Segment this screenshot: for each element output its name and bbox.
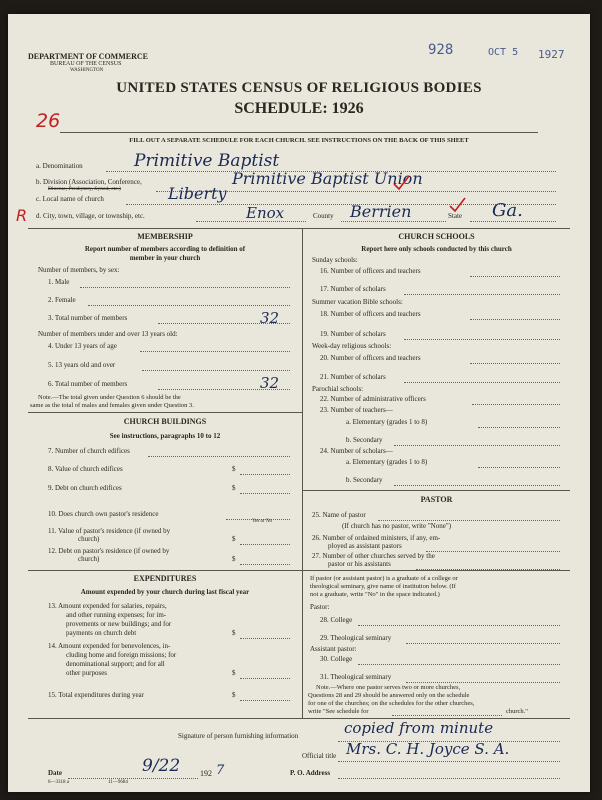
q14-dollar: $ [232, 669, 236, 677]
age-heading: Number of members under and over 13 years old: [38, 330, 178, 338]
city-town-value: Enox [246, 204, 285, 222]
yes-no-hint: Yes or No [252, 519, 273, 524]
q18-line [470, 319, 560, 320]
q15-line [240, 700, 290, 701]
q23-label: 23. Number of teachers— [320, 406, 393, 414]
q17-label: 17. Number of scholars [320, 285, 386, 293]
q12-dollar: $ [232, 555, 236, 563]
q22-label: 22. Number of administrative officers [320, 395, 426, 403]
q18-label: 18. Number of officers and teachers [320, 310, 421, 318]
q19-label: 19. Number of scholars [320, 330, 386, 338]
q28-label: 28. College [320, 616, 353, 624]
pastor-rule [303, 490, 570, 491]
local-name-value: Liberty [168, 184, 227, 203]
q28-line [358, 625, 560, 626]
q31-line [406, 682, 560, 683]
schools-intro: Report here only schools conducted by this church [361, 245, 512, 253]
q11-dollar: $ [232, 535, 236, 543]
expenditures-intro: Amount expended by your church during last fiscal year [80, 588, 250, 596]
q23a-label: a. Elementary (grades 1 to 8) [346, 418, 428, 426]
q27-label-1: 27. Number of other churches served by the [312, 552, 435, 560]
county-label: County [313, 212, 334, 220]
pastor-note-3: for one of the churches; on the schedules for the other churches, [308, 700, 475, 707]
membership-note-1: Note.—The total given under Question 6 should be the [38, 394, 181, 401]
q23b-label: b. Secondary [346, 436, 383, 444]
graduate-note-2: theological seminary, give name of institution below. (If [310, 583, 456, 590]
membership-note-2: same as the total of males and females given under Question 3. [30, 402, 194, 409]
division-label-2: Diocese, Presbytery, Synod, etc.) [48, 186, 121, 192]
q11-label-2: church) [78, 535, 100, 543]
assistant-subhead: Assistant pastor: [310, 645, 357, 653]
sunday-schools-label: Sunday schools: [312, 256, 358, 264]
q12-label-2: church) [78, 555, 100, 563]
buildings-rule [28, 412, 302, 413]
q19-line [404, 339, 560, 340]
q13-label-2: and other running expenses; for im- [66, 611, 167, 619]
q30-line [358, 664, 560, 665]
census-schedule-sheet [8, 14, 590, 792]
print-number: 11—9684 [108, 780, 128, 785]
form-subtitle: SCHEDULE: 1926 [234, 100, 364, 117]
county-value: Berrien [350, 202, 412, 221]
membership-intro-1: Report number of members according to definition of [84, 245, 246, 253]
q26-label-2: ployed as assistant pastors [328, 542, 402, 550]
q25-label: 25. Name of pastor [312, 511, 366, 519]
graduate-rule [303, 570, 570, 571]
q20-line [470, 363, 560, 364]
members-by-sex-label: Number of members, by sex: [38, 266, 120, 274]
graduate-note-3: not a graduate, write "No" in the space indicated.) [310, 591, 440, 598]
date-line [68, 778, 198, 779]
q8-label: 8. Value of church edifices [48, 465, 123, 473]
q13-label-3: provements or new buildings; and for [66, 620, 172, 628]
form-number: 6—3318 a [48, 780, 69, 785]
received-stamp-number: 928 [428, 42, 454, 58]
parochial-schools-label: Parochial schools: [312, 385, 364, 393]
city-label: WASHINGTON [70, 68, 104, 73]
signature-label: Signature of person furnishing information [178, 732, 299, 740]
q24b-line [394, 485, 560, 486]
q20-label: 20. Number of officers and teachers [320, 354, 421, 362]
q12-line [240, 564, 290, 565]
department-label: DEPARTMENT OF COMMERCE [28, 52, 149, 61]
q15-dollar: $ [232, 691, 236, 699]
q14-label-4: other purposes [66, 669, 108, 677]
q30-label: 30. College [320, 655, 353, 663]
local-name-label: c. Local name of church [36, 195, 104, 203]
q3-total-value: 32 [260, 309, 280, 327]
q7-line [148, 456, 290, 457]
q16-line [470, 276, 560, 277]
schools-title: CHURCH SCHOOLS [398, 232, 475, 241]
county-line [341, 221, 446, 222]
division-value: Primitive Baptist Union [232, 169, 423, 188]
weekday-schools-label: Week-day religious schools: [312, 342, 392, 350]
red-check-icon-2 [448, 196, 468, 214]
date-year-digit: 7 [216, 763, 225, 778]
date-year-prefix: 192 [200, 769, 212, 778]
date-label: Date [48, 769, 62, 777]
q24a-label: a. Elementary (grades 1 to 8) [346, 458, 428, 466]
q15-label: 15. Total expenditures during year [48, 691, 144, 699]
header-rule [60, 132, 538, 133]
q7-label: 7. Number of church edifices [48, 447, 130, 455]
q21-line [404, 382, 560, 383]
q16-label: 16. Number of officers and teachers [320, 267, 421, 275]
expenditures-title: EXPENDITURES [133, 574, 197, 583]
q29-line [406, 643, 560, 644]
buildings-intro: See instructions, paragraphs 10 to 12 [109, 432, 221, 440]
pastor-note-2: Questions 28 and 29 should be answered only on the schedule [308, 692, 470, 699]
expenditures-rule [28, 570, 302, 571]
q29-label: 29. Theological seminary [320, 634, 392, 642]
q14-label-1: 14. Amount expended for benevolences, in- [48, 642, 171, 650]
membership-intro-2: member in your church [129, 254, 201, 262]
q25-line [378, 520, 560, 521]
q2-line [88, 305, 290, 306]
official-title-value: Mrs. C. H. Joyce S. A. [346, 740, 510, 758]
form-title: UNITED STATES CENSUS OF RELIGIOUS BODIES [116, 80, 482, 96]
q4-line [140, 351, 290, 352]
received-stamp-date: OCT 5 [488, 47, 519, 58]
q14-label-2: cluding home and foreign missions; for [66, 651, 177, 659]
q31-label: 31. Theological seminary [320, 673, 392, 681]
denomination-value: Primitive Baptist [134, 151, 280, 171]
pastor-note-4: write "See schedule for [308, 708, 369, 715]
q5-over13-label: 5. 13 years old and over [48, 361, 116, 369]
q11-line [240, 544, 290, 545]
q13-label-1: 13. Amount expended for salaries, repairs, [48, 602, 167, 610]
denomination-label: a. Denomination [36, 162, 83, 170]
q22-line [472, 404, 560, 405]
q26-line [426, 551, 560, 552]
pastor-note-line [392, 715, 502, 716]
date-value: 9/22 [142, 756, 181, 776]
q27-label-2: pastor or his assistants [328, 560, 391, 568]
city-town-label: d. City, town, village, or township, etc. [36, 212, 145, 220]
q9-label: 9. Debt on church edifices [48, 484, 122, 492]
q4-under13-label: 4. Under 13 years of age [48, 342, 117, 350]
official-title-label: Official title [302, 752, 337, 760]
po-address-label: P. O. Address [290, 769, 331, 777]
q3-total-label: 3. Total number of members [48, 314, 128, 322]
state-value: Ga. [492, 200, 523, 221]
q23b-line [394, 445, 560, 446]
q10-label: 10. Does church own pastor's residence [48, 510, 159, 518]
q1-line [80, 287, 290, 288]
q6-total-label: 6. Total number of members [48, 380, 128, 388]
division-label: b. Division (Association, Conference, [36, 178, 142, 186]
q17-line [404, 294, 560, 295]
q14-line [240, 678, 290, 679]
received-stamp-year: 1927 [538, 48, 565, 61]
q6-total-value: 32 [260, 374, 280, 392]
red-margin-mark: R [16, 206, 28, 225]
q25-hint: (If church has no pastor, write "None") [342, 522, 452, 530]
pastor-title: PASTOR [420, 495, 453, 504]
state-label: State [448, 212, 462, 220]
membership-title: MEMBERSHIP [137, 232, 193, 241]
column-divider [302, 228, 303, 718]
q11-label: 11. Value of pastor's residence (if owned by [48, 527, 171, 535]
q13-dollar: $ [232, 629, 236, 637]
official-title-line [338, 761, 560, 762]
q8-dollar: $ [232, 465, 236, 473]
q5-line [142, 370, 290, 371]
q13-line [240, 638, 290, 639]
po-address-line [338, 778, 560, 779]
q21-label: 21. Number of scholars [320, 373, 386, 381]
pastor-subhead: Pastor: [310, 603, 330, 611]
q9-line [240, 493, 290, 494]
state-line [470, 221, 556, 222]
instruction-line: FILL OUT A SEPARATE SCHEDULE FOR EACH CHURCH. SEE INSTRUCTIONS ON THE BACK OF THIS SHEET [129, 137, 469, 144]
pastor-note-1: Note.—Where one pastor serves two or more churches, [316, 684, 461, 691]
buildings-title: CHURCH BUILDINGS [123, 417, 207, 426]
pastor-note-5: church." [506, 708, 528, 715]
q24b-label: b. Secondary [346, 476, 383, 484]
q24-label: 24. Number of scholars— [320, 447, 393, 455]
graduate-note-1: If pastor (or assistant pastor) is a graduate of a college or [310, 575, 458, 582]
q24a-line [478, 467, 560, 468]
table-top-rule [28, 228, 570, 229]
q23a-line [478, 427, 560, 428]
q9-dollar: $ [232, 484, 236, 492]
q13-label-4: payments on church debt [66, 629, 137, 637]
signature-value: copied from minute [344, 719, 494, 737]
bureau-label: BUREAU OF THE CENSUS [50, 61, 122, 67]
q1-male-label: 1. Male [48, 278, 70, 286]
q26-label-1: 26. Number of ordained ministers, if any, em- [312, 534, 441, 542]
red-check-icon [392, 174, 412, 192]
red-handwritten-number: 26 [36, 110, 61, 132]
q2-female-label: 2. Female [48, 296, 76, 304]
q14-label-3: denominational support; and for all [66, 660, 165, 668]
summer-schools-label: Summer vacation Bible schools: [312, 298, 403, 306]
q8-line [240, 474, 290, 475]
q12-label: 12. Debt on pastor's residence (if owned by [48, 547, 170, 555]
